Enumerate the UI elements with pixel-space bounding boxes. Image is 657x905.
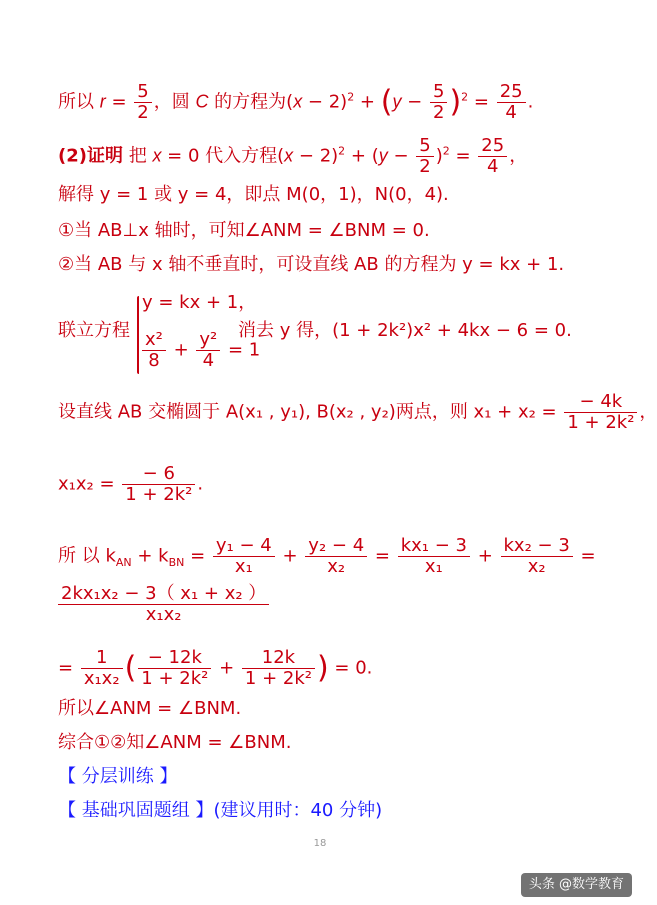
paren: ( bbox=[380, 84, 393, 120]
system-eq-2: $\frac{\text{x²}}{8}$ + $\frac{\text{y²}}{4}$ = 1 bbox=[140, 330, 260, 371]
fraction bbox=[58, 584, 269, 625]
text: − 2) bbox=[293, 145, 339, 167]
line-2 bbox=[58, 136, 527, 177]
numerator: − 6 bbox=[122, 464, 195, 485]
text: = 0 代入方程( bbox=[161, 145, 285, 167]
line-6 bbox=[58, 320, 130, 342]
var-c: C bbox=[195, 91, 209, 112]
fraction bbox=[122, 464, 195, 505]
numerator: x² bbox=[142, 330, 166, 351]
section-heading-layered-training: 【 分层训练 】 bbox=[58, 766, 178, 787]
fraction bbox=[501, 536, 573, 577]
line-13: 综合①②知∠ANM = ∠BNM. bbox=[58, 732, 292, 753]
text: + k bbox=[131, 545, 169, 567]
denominator: 1 + 2k² bbox=[567, 412, 635, 433]
text: + bbox=[471, 545, 499, 567]
text: = bbox=[574, 545, 596, 567]
line-1 bbox=[58, 82, 533, 123]
numerator: − 12k bbox=[138, 648, 211, 669]
text: = bbox=[369, 545, 396, 567]
fraction bbox=[196, 330, 220, 371]
var-r: r bbox=[99, 91, 106, 112]
text: = bbox=[184, 545, 211, 567]
line-7 bbox=[58, 392, 657, 433]
text: . bbox=[527, 91, 534, 113]
denominator: x₁x₂ bbox=[83, 668, 120, 689]
fraction bbox=[416, 136, 433, 177]
text: = 1 bbox=[222, 339, 261, 361]
denominator: x₁ bbox=[234, 556, 253, 577]
var-x: x bbox=[152, 145, 162, 166]
text: + ( bbox=[345, 145, 379, 167]
text: = bbox=[449, 145, 477, 167]
text: = bbox=[468, 91, 495, 113]
line-11 bbox=[58, 648, 372, 689]
text: − bbox=[401, 91, 428, 113]
exponent: 2 bbox=[442, 144, 450, 158]
fraction bbox=[134, 82, 151, 123]
numerator: y₁ − 4 bbox=[213, 536, 275, 557]
text: 设直线 AB 交椭圆于 A(x₁ , y₁), B(x₂ , y₂)两点，则 x₁ + x₂ = bbox=[58, 401, 563, 423]
denominator: 2 bbox=[137, 102, 149, 123]
text: x₁x₂ = bbox=[58, 473, 121, 495]
denominator: x₁x₂ bbox=[145, 604, 182, 625]
denominator: 8 bbox=[148, 350, 160, 371]
paren: ( bbox=[124, 650, 137, 686]
watermark: 头条 @数学教育 bbox=[521, 873, 632, 897]
numerator: kx₂ − 3 bbox=[501, 536, 573, 557]
fraction bbox=[138, 648, 211, 689]
paren: ) bbox=[316, 650, 329, 686]
numerator: 5 bbox=[430, 82, 447, 103]
subscript: AN bbox=[115, 556, 132, 570]
line-9 bbox=[58, 536, 596, 577]
subscript: BN bbox=[168, 556, 185, 570]
numerator: 25 bbox=[497, 82, 526, 103]
numerator: 1 bbox=[81, 648, 123, 669]
denominator: 2 bbox=[419, 156, 431, 177]
text: + bbox=[354, 91, 381, 113]
proof-label: (2)证明 bbox=[58, 145, 123, 167]
numerator: kx₁ − 3 bbox=[398, 536, 470, 557]
line-12: 所以∠ANM = ∠BNM. bbox=[58, 698, 242, 719]
text: 把 bbox=[122, 145, 153, 167]
exponent: 2 bbox=[347, 90, 355, 104]
numerator: 5 bbox=[416, 136, 433, 157]
fraction bbox=[398, 536, 470, 577]
text: − 2) bbox=[302, 91, 348, 113]
text: 所 以 k bbox=[58, 545, 116, 567]
var-y: y bbox=[378, 145, 388, 166]
var-y: y bbox=[392, 91, 402, 112]
text: = bbox=[105, 91, 133, 113]
line-8 bbox=[58, 464, 203, 505]
denominator: x₁ bbox=[424, 556, 443, 577]
denominator: 4 bbox=[202, 350, 215, 371]
text: ，圆 bbox=[153, 91, 196, 113]
denominator: 1 + 2k² bbox=[244, 668, 312, 689]
fraction bbox=[430, 82, 447, 123]
text: . bbox=[197, 473, 204, 495]
section-heading-basic-group: 【 基础巩固题组 】(建议用时：40 分钟) bbox=[58, 800, 383, 821]
numerator: 25 bbox=[478, 136, 507, 157]
exponent: 2 bbox=[338, 144, 346, 158]
denominator: 4 bbox=[505, 102, 517, 123]
paren: ) bbox=[449, 84, 462, 120]
text: + bbox=[213, 657, 240, 679]
numerator: − 4k bbox=[564, 392, 637, 413]
system-eq-1: y = kx + 1， bbox=[142, 292, 257, 313]
fraction bbox=[564, 392, 637, 433]
text: ) bbox=[435, 145, 443, 167]
numerator: y² bbox=[196, 330, 220, 351]
denominator: 1 + 2k² bbox=[125, 484, 193, 505]
fraction bbox=[305, 536, 367, 577]
text: 所以 bbox=[58, 91, 100, 113]
numerator: 2kx₁x₂ − 3（ x₁ + x₂ ） bbox=[58, 584, 269, 605]
text: = 0. bbox=[328, 657, 373, 679]
system-brace bbox=[137, 296, 139, 374]
text: ， bbox=[509, 145, 528, 167]
text: + bbox=[276, 545, 304, 567]
numerator: 5 bbox=[134, 82, 151, 103]
line-10 bbox=[58, 584, 269, 625]
text: ， bbox=[639, 401, 657, 423]
fraction bbox=[497, 82, 526, 123]
text: 的方程为( bbox=[208, 91, 294, 113]
denominator: 2 bbox=[432, 102, 445, 123]
text: 联立方程 bbox=[58, 320, 130, 341]
line-4: ①当 AB⊥x 轴时，可知∠ANM = ∠BNM = 0. bbox=[58, 220, 430, 241]
fraction bbox=[242, 648, 315, 689]
line-6-suffix: 消去 y 得，(1 + 2k²)x² + 4kx − 6 = 0. bbox=[238, 320, 572, 341]
fraction bbox=[478, 136, 507, 177]
exponent: 2 bbox=[461, 90, 469, 104]
denominator: x₂ bbox=[527, 556, 546, 577]
fraction bbox=[213, 536, 275, 577]
denominator: 1 + 2k² bbox=[141, 668, 209, 689]
numerator: y₂ − 4 bbox=[305, 536, 367, 557]
fraction bbox=[142, 330, 166, 371]
numerator: 12k bbox=[242, 648, 315, 669]
denominator: x₂ bbox=[327, 556, 346, 577]
line-5: ②当 AB 与 x 轴不垂直时，可设直线 AB 的方程为 y = kx + 1. bbox=[58, 254, 565, 275]
var-x: x bbox=[284, 145, 294, 166]
denominator: 4 bbox=[487, 156, 499, 177]
page-number: 18 bbox=[313, 838, 327, 849]
line-3: 解得 y = 1 或 y = 4，即点 M(0，1)，N(0，4). bbox=[58, 184, 449, 205]
var-x: x bbox=[293, 91, 303, 112]
text: − bbox=[387, 145, 415, 167]
text: = bbox=[58, 657, 79, 679]
fraction bbox=[81, 648, 123, 689]
